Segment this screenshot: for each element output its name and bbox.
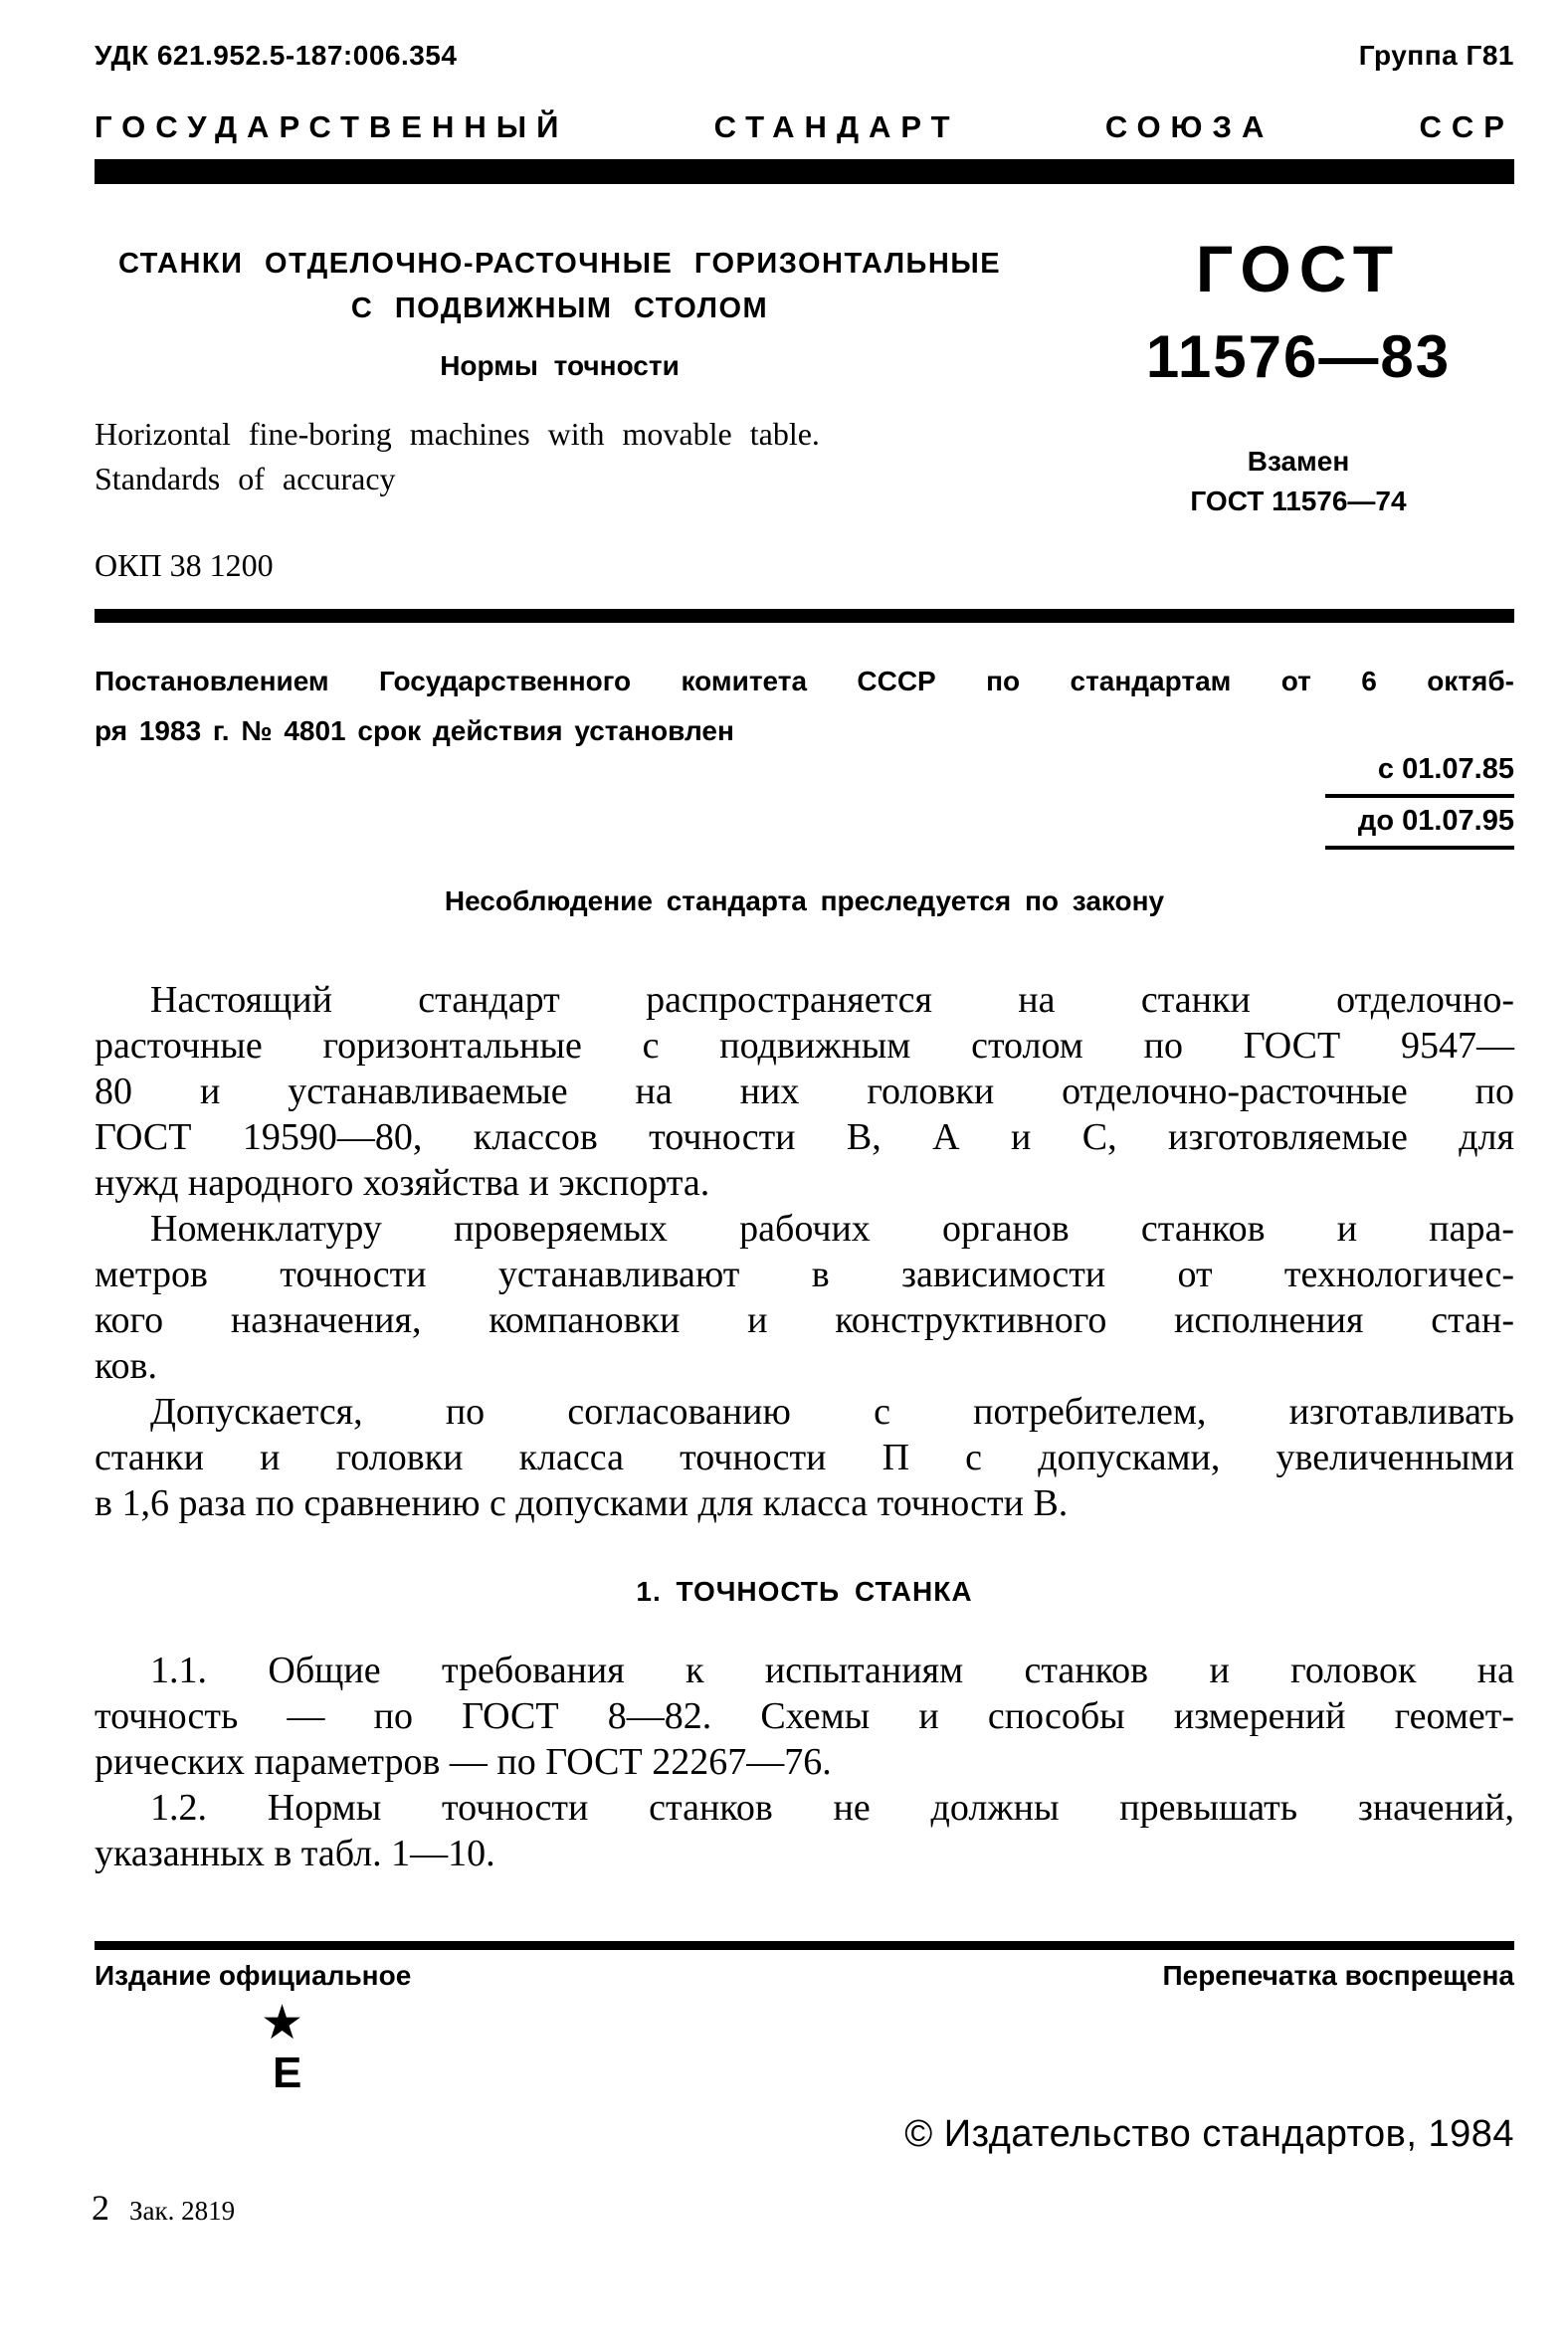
group-code: Группа Г81 — [1358, 40, 1514, 71]
top-divider-bar — [95, 159, 1514, 184]
okp-code: ОКП 38 1200 — [95, 547, 274, 583]
paragraph-line: 1.1. Общие требования к испытаниям станков и головок на — [150, 1650, 1514, 1691]
paragraph-line: ГОСТ 19590—80, классов точности В, А и С, изготовляемые для — [95, 1116, 1514, 1158]
replaces-number: ГОСТ 11576—74 — [1190, 486, 1407, 516]
paragraph-line: станки и головки класса точности П с допусками, увеличенными — [95, 1437, 1514, 1478]
paragraph-line: указанных в табл. 1—10. — [95, 1833, 495, 1874]
section-heading: 1. ТОЧНОСТЬ СТАНКА — [636, 1576, 973, 1607]
standard-subtitle: Нормы точности — [440, 350, 680, 381]
paragraph-line: метров точности устанавливают в зависимости от технологичес- — [95, 1254, 1514, 1295]
edition-mark: Е — [273, 2049, 302, 2097]
gost-designation: ГОСТ — [1195, 232, 1402, 305]
decree-line1: Постановлением Государственного комитета СССР по стандартам от 6 октяб- — [95, 666, 1514, 696]
paragraph-line: Номенклатуру проверяемых рабочих органов станков и пара- — [150, 1208, 1514, 1250]
effective-from-date: с 01.07.85 — [1377, 753, 1514, 785]
footer-row — [95, 1960, 1514, 1992]
paragraph-line: кого назначения, компановки и конструктивного исполнения стан- — [95, 1299, 1514, 1341]
mid-divider-bar — [95, 609, 1514, 623]
standard-title-en-line2: Standards of accuracy — [95, 461, 396, 496]
gost-number: 11576—83 — [1145, 323, 1452, 390]
imprint-row — [92, 2187, 235, 2229]
paragraph-line: ков. — [95, 1345, 157, 1387]
footer-divider — [95, 1941, 1514, 1950]
paragraph-line: расточные горизонтальные с подвижным столом по ГОСТ 9547— — [95, 1025, 1514, 1067]
date-underline — [1325, 846, 1514, 850]
document-header-row — [95, 40, 1514, 72]
order-number: Зак. 2819 — [129, 2196, 236, 2226]
body-text — [95, 977, 1514, 1526]
paragraph-line: Допускается, по согласованию с потребителем, изготавливать — [150, 1391, 1514, 1433]
paragraph-line: Настоящий стандарт распространяется на станки отделочно- — [150, 979, 1514, 1021]
reprint-prohibited-label: Перепечатка воспрещена — [1162, 1960, 1514, 1991]
paragraph-line: нужд народного хозяйства и экспорта. — [95, 1162, 710, 1204]
paragraph-line: точность — по ГОСТ 8—82. Схемы и способы измерений геомет- — [95, 1695, 1514, 1737]
replaces-block — [1079, 442, 1517, 521]
official-edition-label: Издание официальное — [95, 1960, 412, 1991]
date-underline — [1325, 794, 1514, 798]
standard-title-en-line1: Horizontal fine-boring machines with movable table. — [95, 416, 820, 452]
state-standard-header: ГОСУДАРСТВЕННЫЙ СТАНДАРТ СОЮЗА ССР — [95, 109, 1514, 144]
law-notice: Несоблюдение стандарта преследуется по закону — [444, 885, 1165, 916]
page-number: 2 — [92, 2188, 109, 2228]
standard-title-line1: СТАНКИ ОТДЕЛОЧНО-РАСТОЧНЫЕ ГОРИЗОНТАЛЬНЫЕ — [117, 248, 1002, 280]
standard-title-line2: С ПОДВИЖНЫМ СТОЛОМ — [350, 293, 769, 324]
decree-paragraph — [95, 657, 1514, 756]
paragraph-line: 1.2. Нормы точности станков не должны превышать значений, — [150, 1787, 1514, 1829]
star-icon: ★ — [261, 1997, 304, 2050]
standard-title-en — [95, 412, 820, 501]
effective-to-date: до 01.07.95 — [1357, 805, 1514, 837]
validity-dates — [95, 752, 1514, 856]
replaces-label: Взамен — [1247, 446, 1350, 477]
paragraph-line: 80 и устанавливаемые на них головки отделочно-расточные по — [95, 1071, 1514, 1112]
standard-title-ru — [95, 242, 1025, 331]
section-body-text — [95, 1648, 1514, 1876]
paragraph-line: в 1,6 раза по сравнению с допусками для класса точности В. — [95, 1482, 1069, 1524]
paragraph-line: рических параметров — по ГОСТ 22267—76. — [95, 1741, 832, 1783]
udk-code: УДК 621.952.5-187:006.354 — [95, 40, 458, 71]
decree-line2: ря 1983 г. № 4801 срок действия установлен — [95, 715, 734, 746]
copyright-line: © Издательство стандартов, 1984 — [904, 2113, 1514, 2155]
